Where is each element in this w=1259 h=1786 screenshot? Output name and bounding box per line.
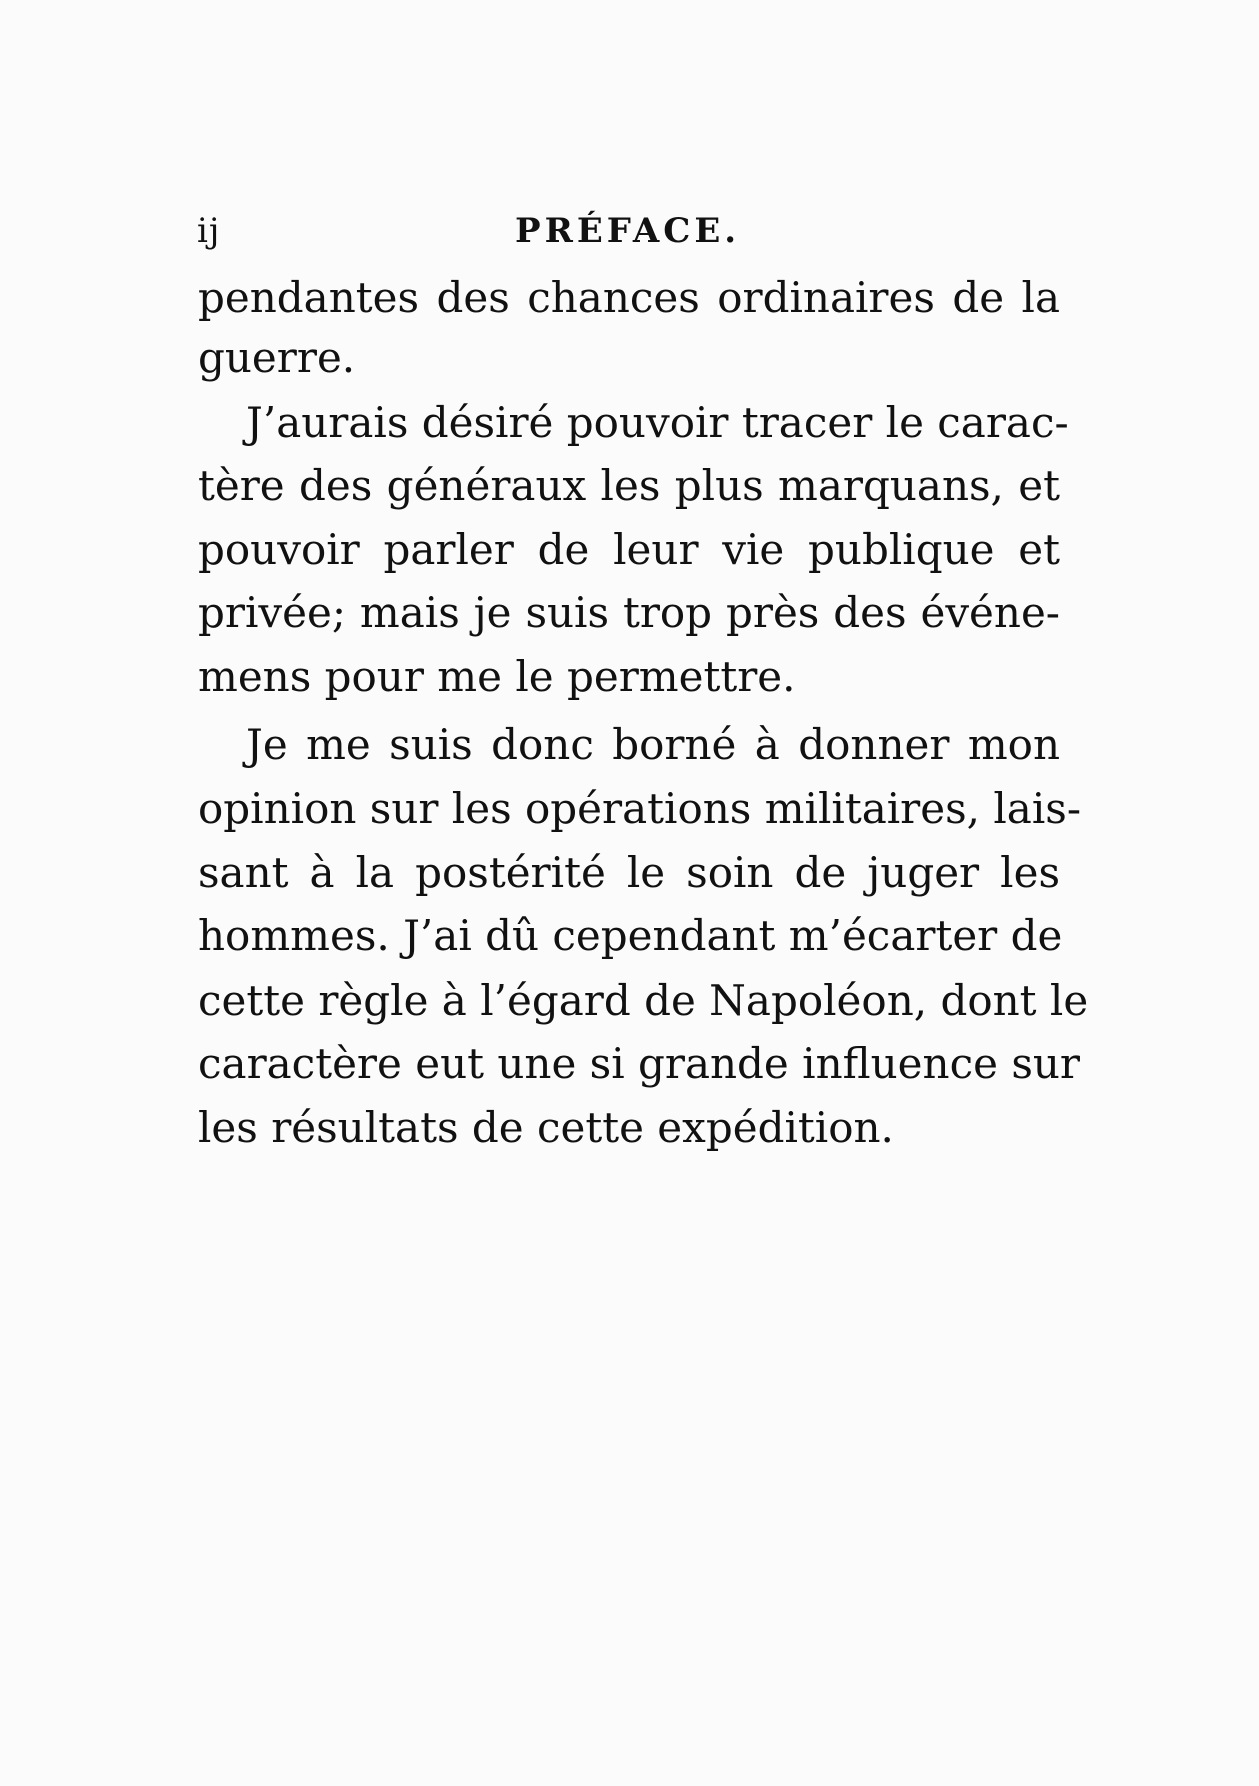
text-line: J’aurais désiré pouvoir tracer le carac- xyxy=(246,398,1069,447)
page-number: ij xyxy=(197,211,221,251)
text-line: cette règle à l’égard de Napoléon, dont le xyxy=(198,976,1089,1025)
text-line: hommes. J’ai dû cependant m’écarter de xyxy=(198,911,1063,960)
text-line: Je me suis donc borné à donner mon xyxy=(246,720,1060,769)
text-line: sant à la postérité le soin de juger les xyxy=(198,848,1060,897)
text-line: guerre. xyxy=(198,333,356,382)
running-head xyxy=(197,206,1057,256)
text-line: opinion sur les opérations militaires, lais- xyxy=(198,784,1082,833)
text-line: privée; mais je suis trop près des événe- xyxy=(198,588,1060,637)
text-line: tère des généraux les plus marquans, et xyxy=(198,461,1060,510)
running-title: PRÉFACE. xyxy=(515,211,741,251)
text-line: pouvoir parler de leur vie publique et xyxy=(198,525,1060,574)
text-line: caractère eut une si grande influence sur xyxy=(198,1039,1080,1088)
text-line: mens pour me le permettre. xyxy=(198,652,796,701)
text-line: les résultats de cette expédition. xyxy=(198,1103,894,1152)
text-line: pendantes des chances ordinaires de la xyxy=(198,273,1060,322)
